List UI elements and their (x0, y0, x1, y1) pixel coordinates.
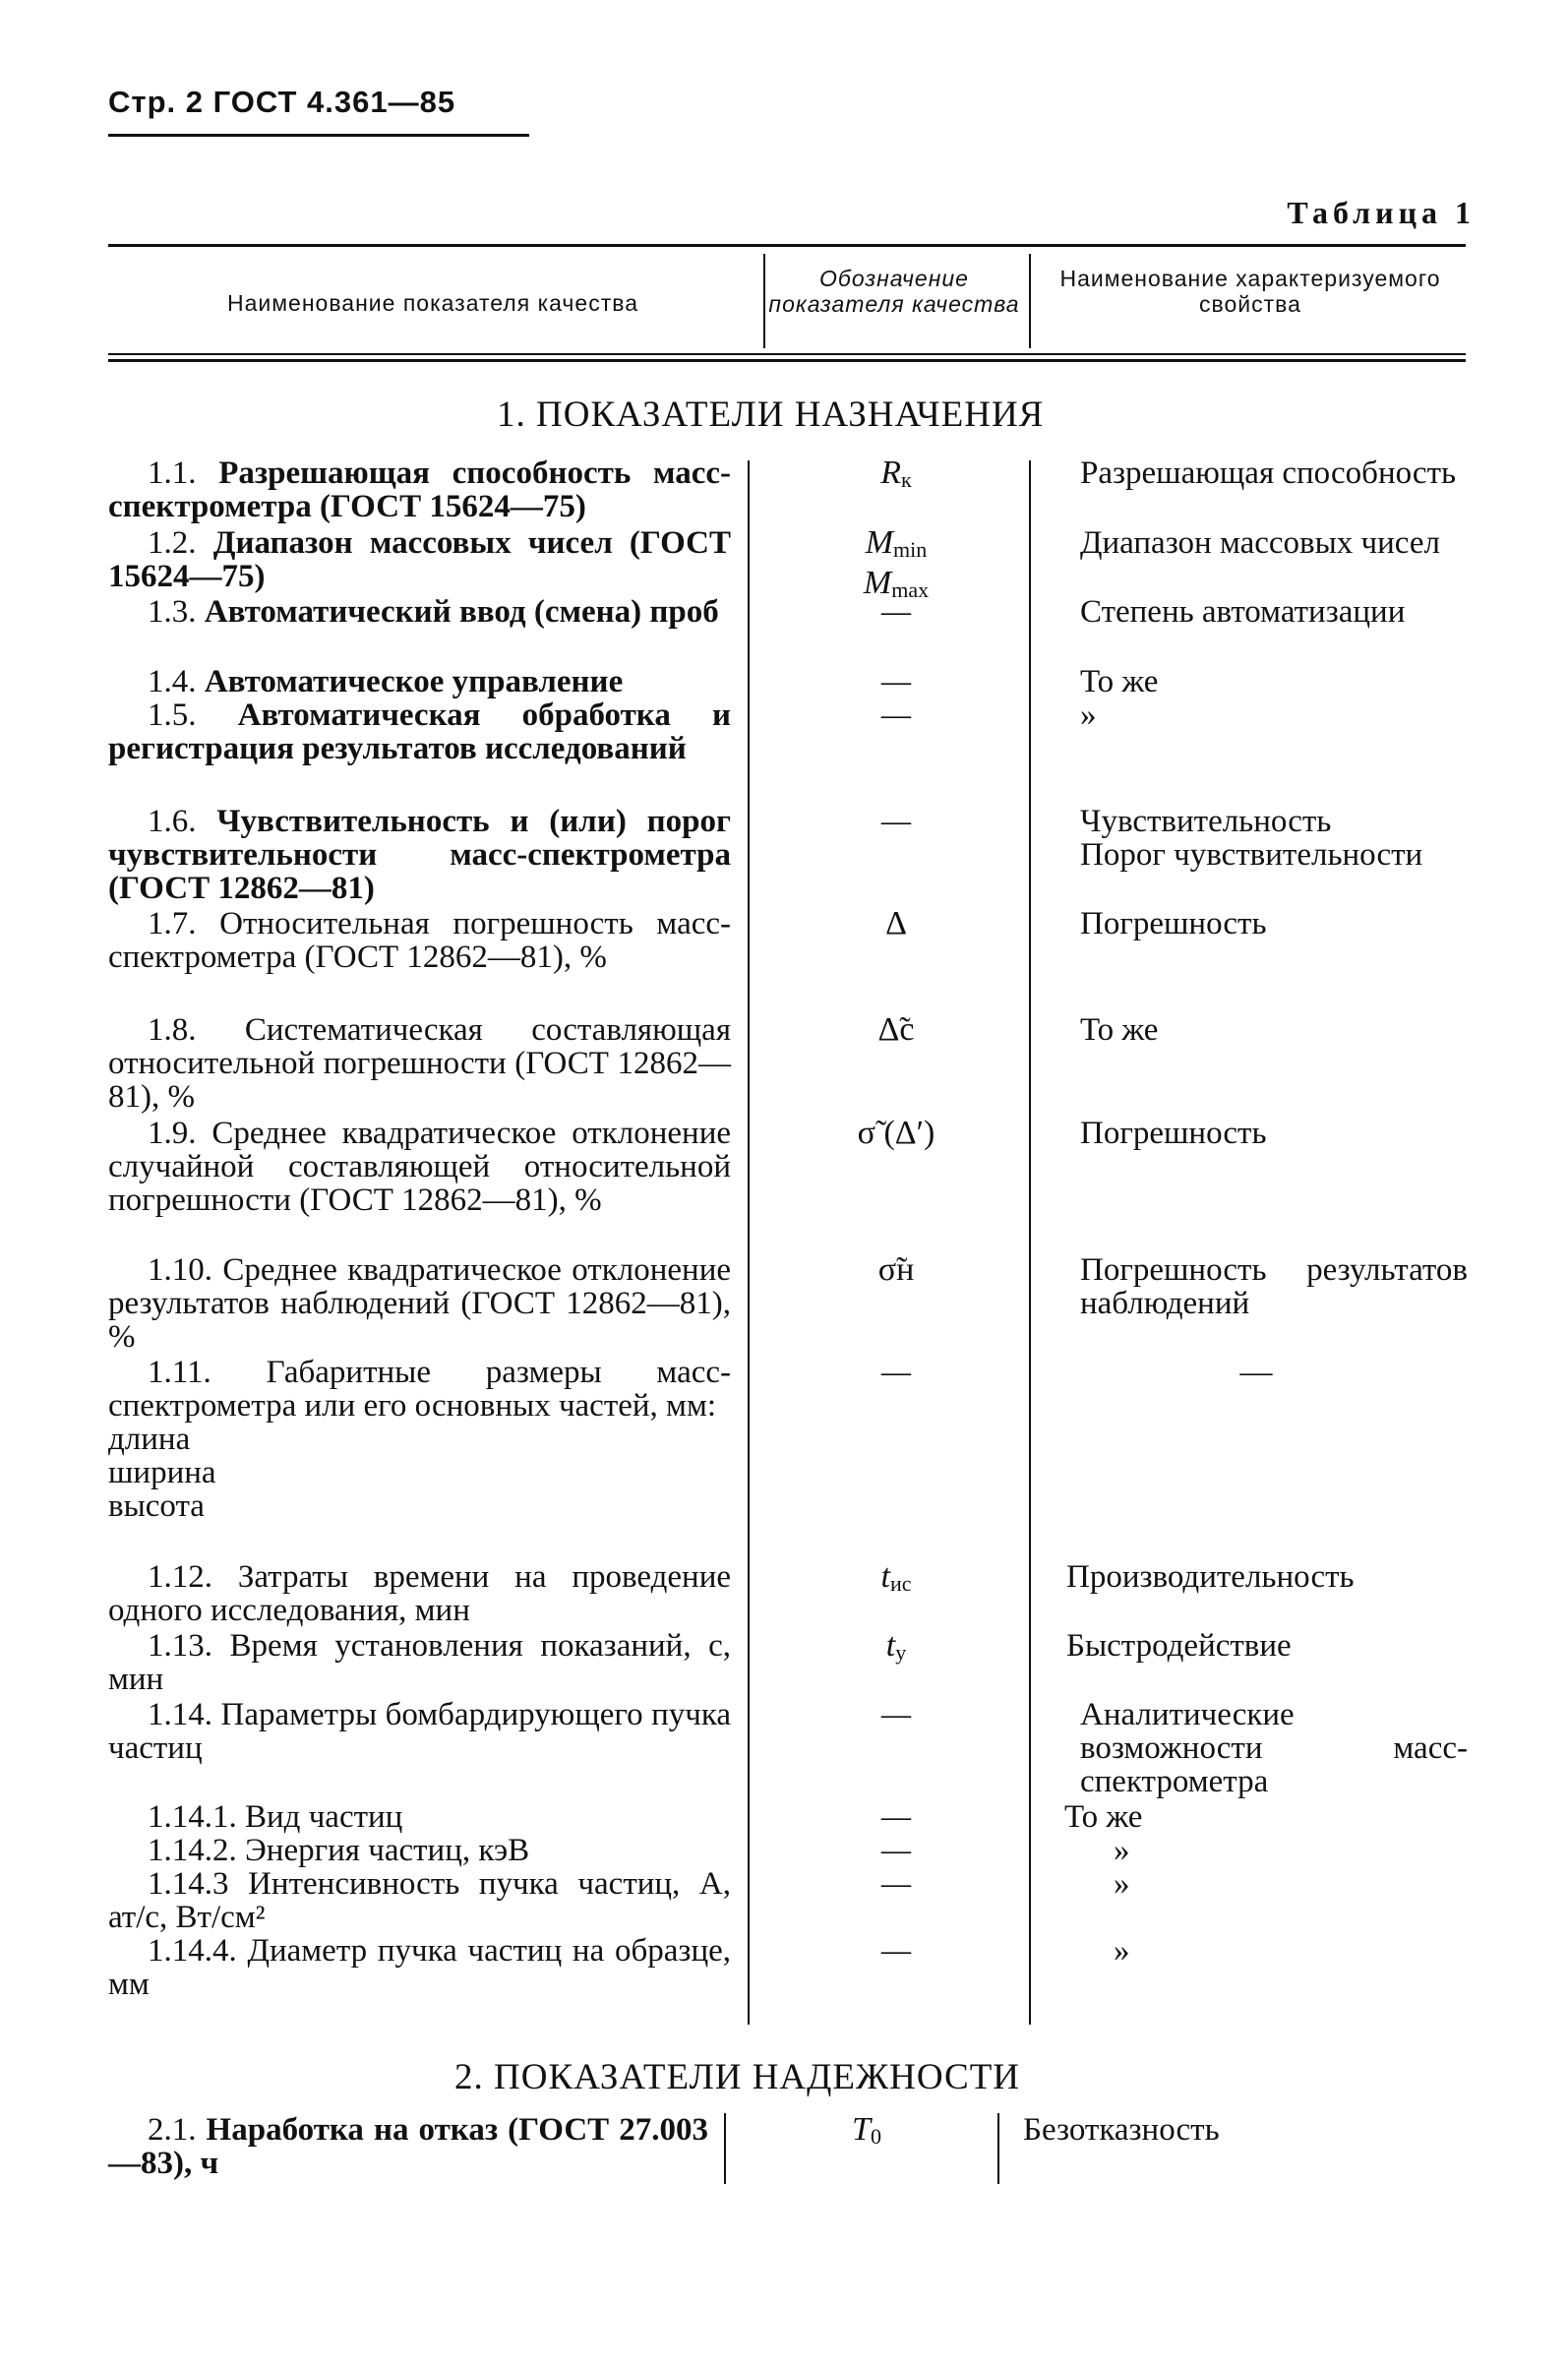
property-name: Диапазон массовых чисел (1080, 525, 1440, 561)
section-title-purpose: 1. ПОКАЗАТЕЛИ НАЗНАЧЕНИЯ (497, 394, 1045, 435)
sub-item: ширина (108, 1455, 216, 1490)
property-name: Погрешность результатов наблюдений (1080, 1252, 1468, 1321)
row-number: 1.11. (148, 1355, 211, 1390)
property-name: Степень автоматизации (1080, 594, 1406, 630)
row-text: Разрешающая способность масс-спектрометра (ГОСТ 15624—75) (108, 455, 732, 524)
indicator-name (108, 1934, 731, 2001)
row-number: 1.10. (148, 1252, 212, 1288)
row-number: 1.6. (148, 804, 197, 839)
row-text: Габаритные размеры масс-спектрометра или его основных частей, мм: (108, 1355, 732, 1424)
symbol-subscript: у (895, 1640, 907, 1665)
row-text: Диапазон массовых чисел (ГОСТ 15624—75) (108, 525, 732, 594)
indicator-symbol: T0 (852, 2111, 881, 2149)
table-top-rule (108, 244, 1466, 247)
row-number: 1.7. (148, 906, 197, 941)
row-text: Вид частиц (245, 1799, 403, 1835)
indicator-symbol: Rк (880, 455, 912, 492)
row-number: 1.3. (148, 594, 197, 630)
column-divider-left (748, 460, 750, 2025)
property-name: Производительность (1066, 1559, 1355, 1595)
row-number: 1.4. (148, 664, 197, 699)
row-text: Чувствительность и (или) порог чувствительности масс-спектрометра (ГОСТ 12862—81) (108, 804, 732, 906)
row-number: 1.8. (148, 1012, 197, 1048)
section-title-reliability: 2. ПОКАЗАТЕЛИ НАДЕЖНОСТИ (454, 2057, 1021, 2097)
row-number: 1.14. (148, 1697, 212, 1732)
indicator-name (108, 805, 731, 905)
indicator-symbol: — (880, 1865, 912, 1902)
row-text: Автоматическая обработка и регистрация результатов исследований (108, 697, 732, 766)
indicator-symbol: — (880, 803, 912, 839)
indicator-symbol: — (880, 1932, 912, 1969)
property-name: — (1239, 1355, 1273, 1390)
property-name: То же (1080, 664, 1159, 699)
symbol-subscript: 0 (870, 2124, 881, 2149)
indicator-name (108, 1013, 731, 1114)
row-number: 1.14.4. (148, 1933, 237, 1969)
symbol-subscript: к (901, 467, 912, 492)
row-text: Затраты времени на проведение одного исследования, мин (108, 1559, 731, 1628)
row-text: Среднее квадратическое отклонение случайной составляющей относительной погрешности (ГОСТ 12862—81), % (108, 1116, 731, 1218)
row-number: 1.2. (148, 525, 197, 561)
indicator-name (108, 2113, 708, 2180)
indicator-symbol: — (880, 593, 912, 630)
table-header-bottom-rule (108, 353, 1466, 355)
indicator-name (108, 456, 731, 523)
column-divider-right-2 (997, 2113, 999, 2184)
indicator-name (108, 665, 731, 698)
property-line: Порог чувствительности (1080, 837, 1423, 873)
header-divider-1 (763, 254, 765, 348)
indicator-symbol: tу (885, 1627, 907, 1665)
row-text: Параметры бомбардирующего пучка частиц (108, 1697, 732, 1766)
property-name: Безотказность (1023, 2112, 1220, 2148)
indicator-name (108, 907, 731, 974)
indicator-symbol: σ̃н (877, 1251, 915, 1288)
indicator-name (108, 1560, 731, 1627)
column-header-symbol: Обозначение показателя качества (768, 266, 1020, 317)
sub-item: высота (108, 1488, 205, 1524)
header-divider-2 (1029, 254, 1031, 348)
property-name: Быстродействие (1066, 1628, 1292, 1664)
symbol-subscript: ис (889, 1571, 912, 1596)
property-name: » (1114, 1833, 1130, 1868)
property-line: Чувствительность (1080, 804, 1332, 839)
indicator-symbol: — (880, 1696, 912, 1732)
indicator-symbol: — (880, 1354, 912, 1390)
indicator-symbol: — (880, 663, 912, 699)
indicator-name (108, 1253, 731, 1354)
indicator-symbol: Mmin Mmax (863, 524, 930, 602)
sub-item: длина (108, 1422, 191, 1457)
row-text: Интенсивность пучка частиц, А, ат/с, Вт/см² (108, 1866, 731, 1935)
symbol-subscript: max (891, 577, 930, 602)
symbol-subscript: min (893, 537, 928, 562)
column-header-name: Наименование показателя качества (227, 290, 638, 316)
row-text: Автоматическое управление (204, 664, 624, 699)
indicator-symbol: Δ̃с (877, 1011, 915, 1048)
property-name: » (1080, 697, 1097, 733)
row-number: 1.5. (148, 697, 197, 733)
indicator-name (108, 1834, 731, 1867)
row-number: 1.14.3 (148, 1866, 229, 1902)
row-text: Наработка на отказ (ГОСТ 27.003—83), ч (108, 2112, 708, 2181)
indicator-symbol: tис (880, 1558, 912, 1596)
row-number: 1.14.2. (148, 1833, 237, 1868)
indicator-symbol: Δ (885, 905, 907, 941)
column-divider-left-2 (724, 2113, 726, 2184)
property-name (1045, 805, 1468, 872)
row-number: 1.13. (148, 1628, 212, 1664)
header-rule (108, 134, 529, 137)
property-name: Аналитические возможности масс-спектрометра (1080, 1697, 1468, 1799)
row-number: 2.1. (148, 2112, 197, 2148)
row-number: 1.12. (148, 1559, 212, 1595)
indicator-symbol: — (880, 697, 912, 733)
property-name: » (1114, 1933, 1130, 1969)
row-text: Автоматический ввод (смена) проб (204, 594, 719, 630)
property-name: То же (1080, 1012, 1159, 1048)
column-divider-right (1029, 460, 1031, 2025)
property-name: Погрешность (1080, 1116, 1267, 1151)
indicator-symbol: — (880, 1832, 912, 1868)
table-caption: Таблица 1 (1287, 195, 1476, 230)
row-text: Относительная погрешность масс-спектрометра (ГОСТ 12862—81), % (108, 906, 732, 975)
row-text: Среднее квадратическое отклонение результатов наблюдений (ГОСТ 12862—81), % (108, 1252, 731, 1355)
row-text: Время установления показаний, с, мин (108, 1628, 731, 1697)
table-header-bottom-rule-2 (108, 359, 1466, 362)
indicator-name (108, 1117, 731, 1217)
row-number: 1.1. (148, 455, 197, 491)
property-name: » (1114, 1866, 1130, 1902)
indicator-name (108, 1800, 731, 1834)
indicator-symbol: σ̃ (Δ′) (857, 1115, 935, 1151)
row-text: Энергия частиц, кэВ (245, 1833, 530, 1868)
row-text: Диаметр пучка частиц на образце, мм (108, 1933, 731, 2002)
property-name: То же (1064, 1799, 1143, 1835)
indicator-name (108, 1629, 731, 1696)
indicator-name (108, 595, 731, 629)
property-name: Разрешающая способность (1080, 455, 1457, 491)
indicator-name (108, 698, 731, 765)
row-number: 1.9. (148, 1116, 197, 1151)
indicator-symbol: — (880, 1798, 912, 1835)
indicator-name (108, 1867, 731, 1934)
indicator-name (108, 1698, 731, 1765)
indicator-name (108, 526, 731, 593)
page-header: Стр. 2 ГОСТ 4.361—85 (108, 85, 456, 119)
column-header-property: Наименование характеризуемого свойства (1059, 266, 1441, 317)
row-number: 1.14.1. (148, 1799, 237, 1835)
property-name: Погрешность (1080, 906, 1267, 941)
indicator-name (108, 1356, 731, 1523)
row-text: Систематическая составляющая относительной погрешности (ГОСТ 12862—81), % (108, 1012, 732, 1115)
